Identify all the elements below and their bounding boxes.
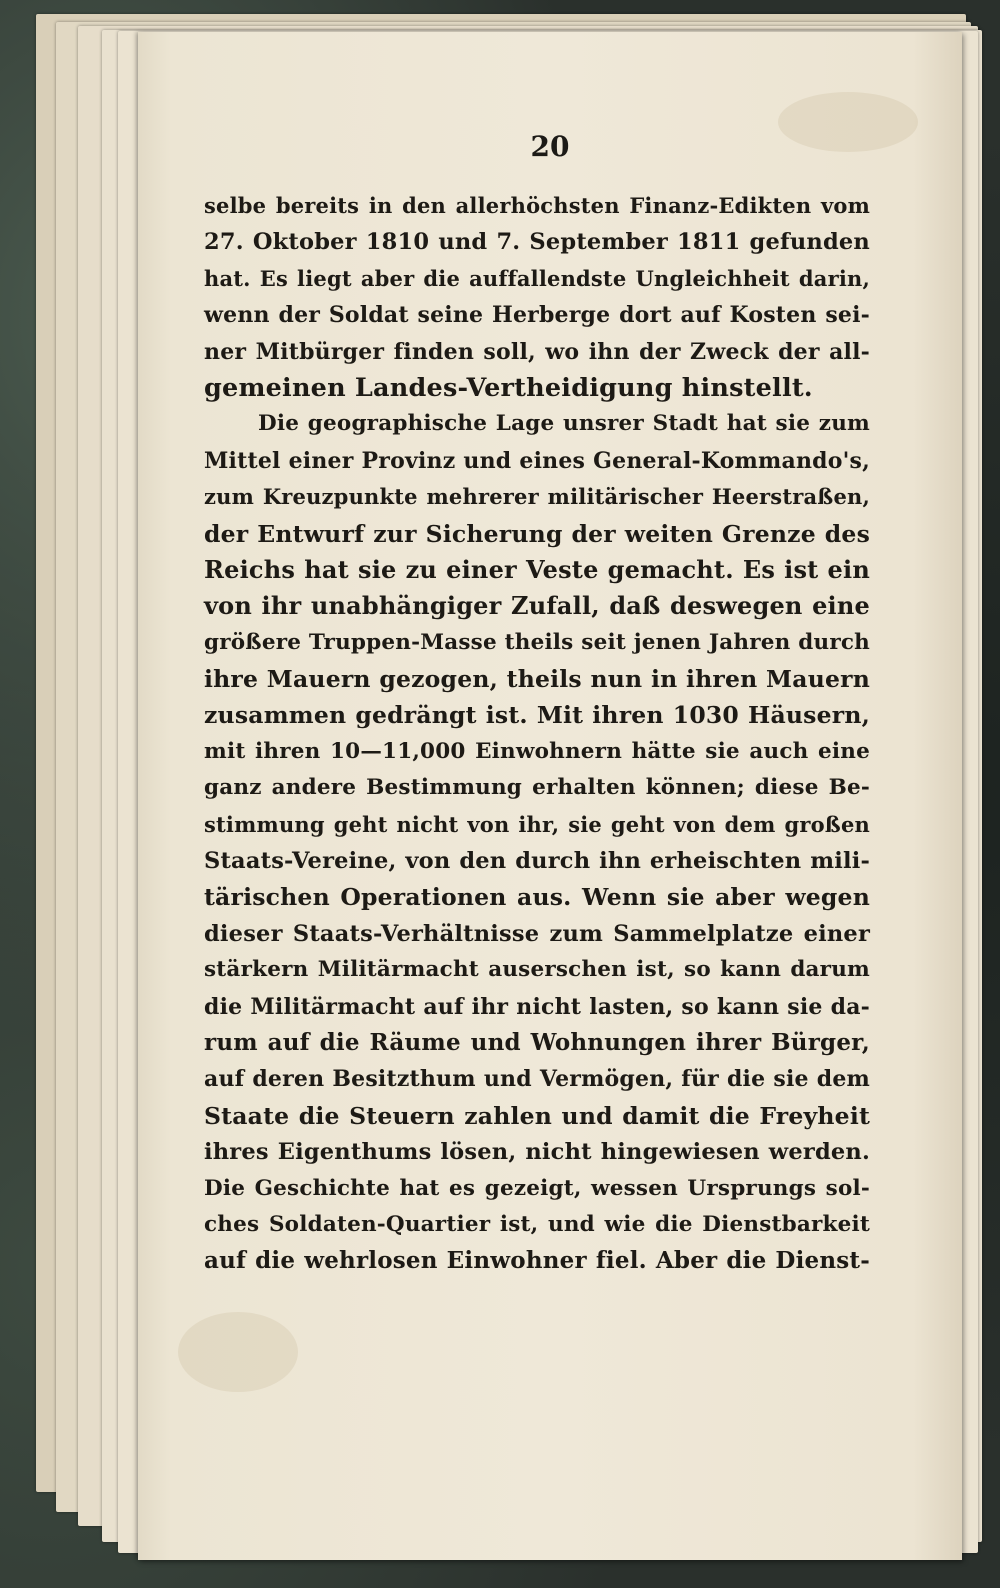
body-text (204, 188, 870, 1280)
text-line: von ihr unabhängiger Zufall, daß deswegen eine (204, 591, 870, 621)
text-line: der Entwurf zur Sicherung der weiten Grenze des (204, 519, 870, 548)
text-line: ihres Eigenthums lösen, nicht hingewiesen werden. (204, 1139, 870, 1166)
text-line: zum Kreuzpunkte mehrerer militärischer Heerstraßen, (204, 484, 870, 510)
text-line: ihre Mauern gezogen, theils nun in ihren Mauern (204, 665, 870, 694)
text-line: wenn der Soldat seine Herberge dort auf Kosten sei- (204, 302, 870, 329)
text-line: stärkern Militärmacht auserschen ist, so kann darum (204, 957, 870, 983)
text-line: Reichs hat sie zu einer Veste gemacht. Es ist ein (204, 554, 870, 584)
text-line: Die Geschichte hat es gezeigt, wessen Ursprungs sol- (204, 1175, 870, 1201)
text-line: dieser Staats-Verhältnisse zum Sammelplatze einer (204, 920, 870, 947)
text-line: größere Truppen-Masse theils seit jenen Jahren durch (204, 629, 870, 655)
book-page (138, 32, 962, 1560)
page-number: 20 (530, 130, 570, 163)
text-line: rum auf die Räume und Wohnungen ihrer Bürger, (204, 1028, 870, 1056)
text-line: gemeinen Landes-Vertheidigung hinstellt. (204, 372, 813, 403)
paragraph-start-line: Die geographische Lage unsrer Stadt hat sie zum (258, 411, 870, 437)
paper-stain (178, 1312, 298, 1392)
text-line: Staats-Vereine, von den durch ihn erheischten mili- (204, 848, 870, 875)
text-line: 27. Oktober 1810 und 7. September 1811 gefunden (204, 229, 870, 256)
text-line: zusammen gedrängt ist. Mit ihren 1030 Häusern, (204, 701, 870, 730)
text-line: ner Mitbürger finden soll, wo ihn der Zweck der all- (204, 338, 870, 365)
text-line: Staate die Steuern zahlen und damit die Freyheit (204, 1101, 870, 1130)
text-line: auf die wehrlosen Einwohner fiel. Aber die Dienst- (204, 1247, 870, 1275)
text-line: mit ihren 10—11,000 Einwohnern hätte sie auch eine (204, 738, 870, 764)
text-line: tärischen Operationen aus. Wenn sie aber wegen (204, 883, 870, 912)
text-line: hat. Es liegt aber die auffallendste Ungleichheit darin, (204, 265, 870, 291)
text-line: auf deren Besitzthum und Vermögen, für die sie dem (204, 1066, 870, 1093)
text-line: stimmung geht nicht von ihr, sie geht von dem großen (204, 811, 870, 837)
text-line: Mittel einer Provinz und eines General-Kommando's, (204, 447, 870, 474)
text-line: die Militärmacht auf ihr nicht lasten, so kann sie da- (204, 993, 870, 1020)
text-line: ganz andere Bestimmung erhalten können; diese Be- (204, 775, 870, 801)
text-line: selbe bereits in den allerhöchsten Finanz-Edikten vom (204, 193, 870, 218)
text-line: ches Soldaten-Quartier ist, und wie die Dienstbarkeit (204, 1211, 870, 1237)
